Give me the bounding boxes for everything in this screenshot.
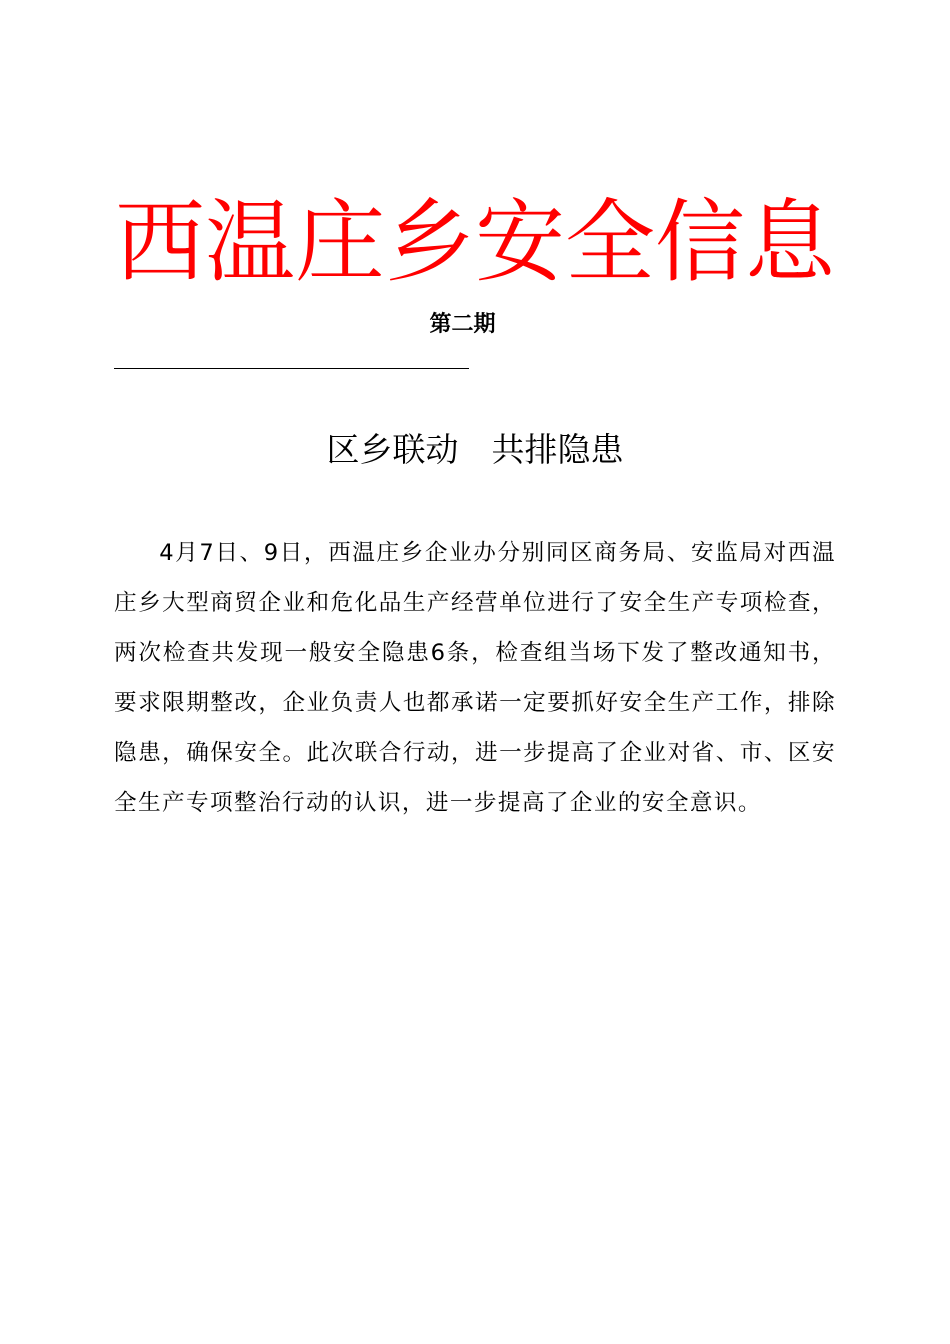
article-body: 4月7日、9日，西温庄乡企业办分别同区商务局、安监局对西温庄乡大型商贸企业和危化品生产经营单位进行了安全生产专项检查，两次检查共发现一般安全隐患6条，检查组当场下发了整改通知书，要求限期整改，企业负责人也都承诺一定要抓好安全生产工作，排除隐患，确保安全。此次联合行动，进一步提高了企业对省、市、区安全生产专项整治行动的认识，进一步提高了企业的安全意识。 [114, 540, 836, 816]
issue-number: 第二期 [429, 312, 496, 337]
article-title: 区乡联动 共排隐患 [326, 430, 624, 469]
header-divider [114, 368, 469, 369]
masthead-title: 西温庄乡安全信息 [115, 190, 835, 295]
